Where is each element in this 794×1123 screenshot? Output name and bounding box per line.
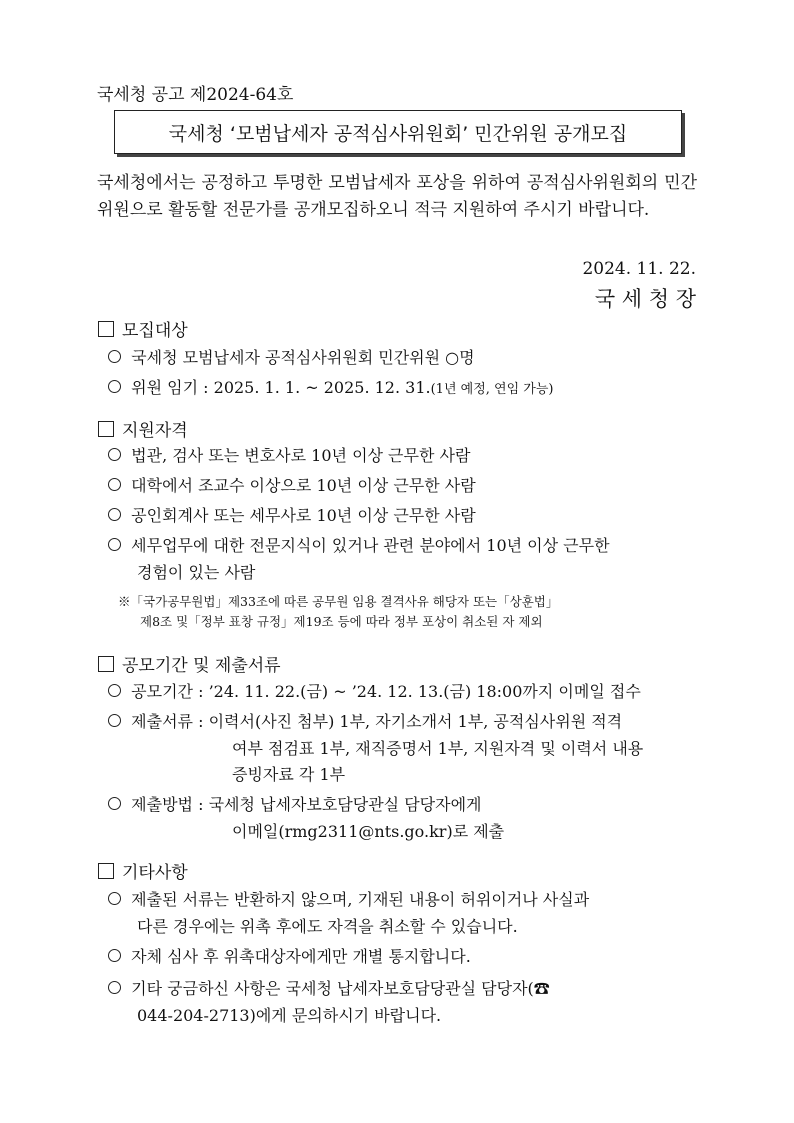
section-etc-heading xyxy=(98,858,188,883)
qualification-item-2-text: 대학에서 조교수 이상으로 10년 이상 근무한 사람 xyxy=(131,476,476,495)
intro-paragraph: 국세청에서는 공정하고 투명한 모범납세자 포상을 위하여 공적심사위원회의 민간위원으로 활동할 전문가를 공개모집하오니 적극 지원하여 주시기 바랍니다. xyxy=(97,173,697,220)
period-value: ’24. 11. 22.(금) ~ ’24. 12. 13.(금) 18:00까지 이메일 접수 xyxy=(208,682,641,701)
circle-bullet-icon xyxy=(108,508,121,521)
circle-bullet-icon xyxy=(108,892,121,905)
application-method xyxy=(108,792,482,815)
notice-date: 2024. 11. 22. xyxy=(582,259,696,279)
recruit-item-2 xyxy=(108,375,553,398)
method-line2: 이메일(rmg2311@nts.go.kr)로 제출 xyxy=(232,822,505,841)
etc-item-1-line2: 다른 경우에는 위촉 후에도 자격을 취소할 수 있습니다. xyxy=(137,917,518,936)
square-bullet-icon xyxy=(98,321,114,337)
circle-bullet-icon xyxy=(108,981,121,994)
term-text: 위원 임기 : 2025. 1. 1. ~ 2025. 12. 31. xyxy=(131,378,431,397)
application-period xyxy=(108,679,641,702)
docs-line1: 이력서(사진 첨부) 1부, 자기소개서 1부, 공적심사위원 적격 xyxy=(208,712,623,731)
circle-bullet-icon xyxy=(108,448,121,461)
circle-bullet-icon xyxy=(108,714,121,727)
notice-number: 국세청 공고 제2024-64호 xyxy=(97,85,294,105)
notice-title: 국세청 ‘모범납세자 공적심사위원회’ 민간위원 공개모집 xyxy=(168,122,628,145)
square-bullet-icon xyxy=(98,656,114,672)
qualification-item-4-line1: 세무업무에 대한 전문지식이 있거나 관련 분야에서 10년 이상 근무한 xyxy=(131,536,610,555)
signer: 국 세 청 장 xyxy=(594,287,696,311)
qualification-item-2 xyxy=(108,473,476,496)
section-recruit-heading xyxy=(98,316,188,341)
circle-bullet-icon xyxy=(108,684,121,697)
section-qualification-title: 지원자격 xyxy=(122,421,188,441)
etc-item-2 xyxy=(108,944,471,967)
circle-bullet-icon xyxy=(108,350,121,363)
circle-bullet-icon xyxy=(108,380,121,393)
qualification-note-line2: 제8조 및「정부 표창 규정」제19조 등에 따라 정부 포상이 취소된 자 제외 xyxy=(140,614,543,629)
section-recruit-title: 모집대상 xyxy=(122,321,188,341)
section-application-title: 공모기간 및 제출서류 xyxy=(122,656,281,676)
period-label: 공모기간 : xyxy=(131,682,204,701)
term-note: (1년 예정, 연임 가능) xyxy=(430,382,554,397)
etc-item-3 xyxy=(108,976,550,999)
method-line1: 국세청 납세자보호담당관실 담당자에게 xyxy=(208,795,482,814)
qualification-item-1 xyxy=(108,443,470,466)
qualification-item-3 xyxy=(108,503,476,526)
etc-item-3-line2: 044-204-2713)에게 문의하시기 바랍니다. xyxy=(137,1006,442,1025)
qualification-item-4 xyxy=(108,533,610,556)
recruit-item-1 xyxy=(108,345,475,368)
docs-line3: 증빙자료 각 1부 xyxy=(232,765,346,784)
section-etc-title: 기타사항 xyxy=(122,863,188,883)
section-qualification-heading xyxy=(98,416,188,441)
notice-title-box xyxy=(114,110,682,154)
circle-bullet-icon xyxy=(108,797,121,810)
square-bullet-icon xyxy=(98,421,114,437)
application-docs xyxy=(108,709,622,732)
circle-bullet-icon xyxy=(108,478,121,491)
etc-item-1 xyxy=(108,887,589,910)
recruit-item-1-text: 국세청 모범납세자 공적심사위원회 민간위원 ○명 xyxy=(131,348,475,367)
qualification-note-line1: ※「국가공무원법」제33조에 따른 공무원 임용 결격사유 해당자 또는「상훈법」 xyxy=(118,594,559,609)
square-bullet-icon xyxy=(98,863,114,879)
etc-item-2-text: 자체 심사 후 위촉대상자에게만 개별 통지합니다. xyxy=(131,947,471,966)
etc-item-3-line1: 기타 궁금하신 사항은 국세청 납세자보호담당관실 담당자(☎ xyxy=(131,979,550,998)
qualification-item-4-line2: 경험이 있는 사람 xyxy=(137,563,256,582)
qualification-item-1-text: 법관, 검사 또는 변호사로 10년 이상 근무한 사람 xyxy=(131,446,471,465)
section-application-heading xyxy=(98,651,281,676)
docs-label: 제출서류 : xyxy=(131,712,204,731)
docs-line2: 여부 점검표 1부, 재직증명서 1부, 지원자격 및 이력서 내용 xyxy=(232,739,644,758)
qualification-item-3-text: 공인회계사 또는 세무사로 10년 이상 근무한 사람 xyxy=(131,506,476,525)
method-label: 제출방법 : xyxy=(131,795,204,814)
etc-item-1-line1: 제출된 서류는 반환하지 않으며, 기재된 내용이 허위이거나 사실과 xyxy=(131,890,590,909)
circle-bullet-icon xyxy=(108,949,121,962)
circle-bullet-icon xyxy=(108,538,121,551)
